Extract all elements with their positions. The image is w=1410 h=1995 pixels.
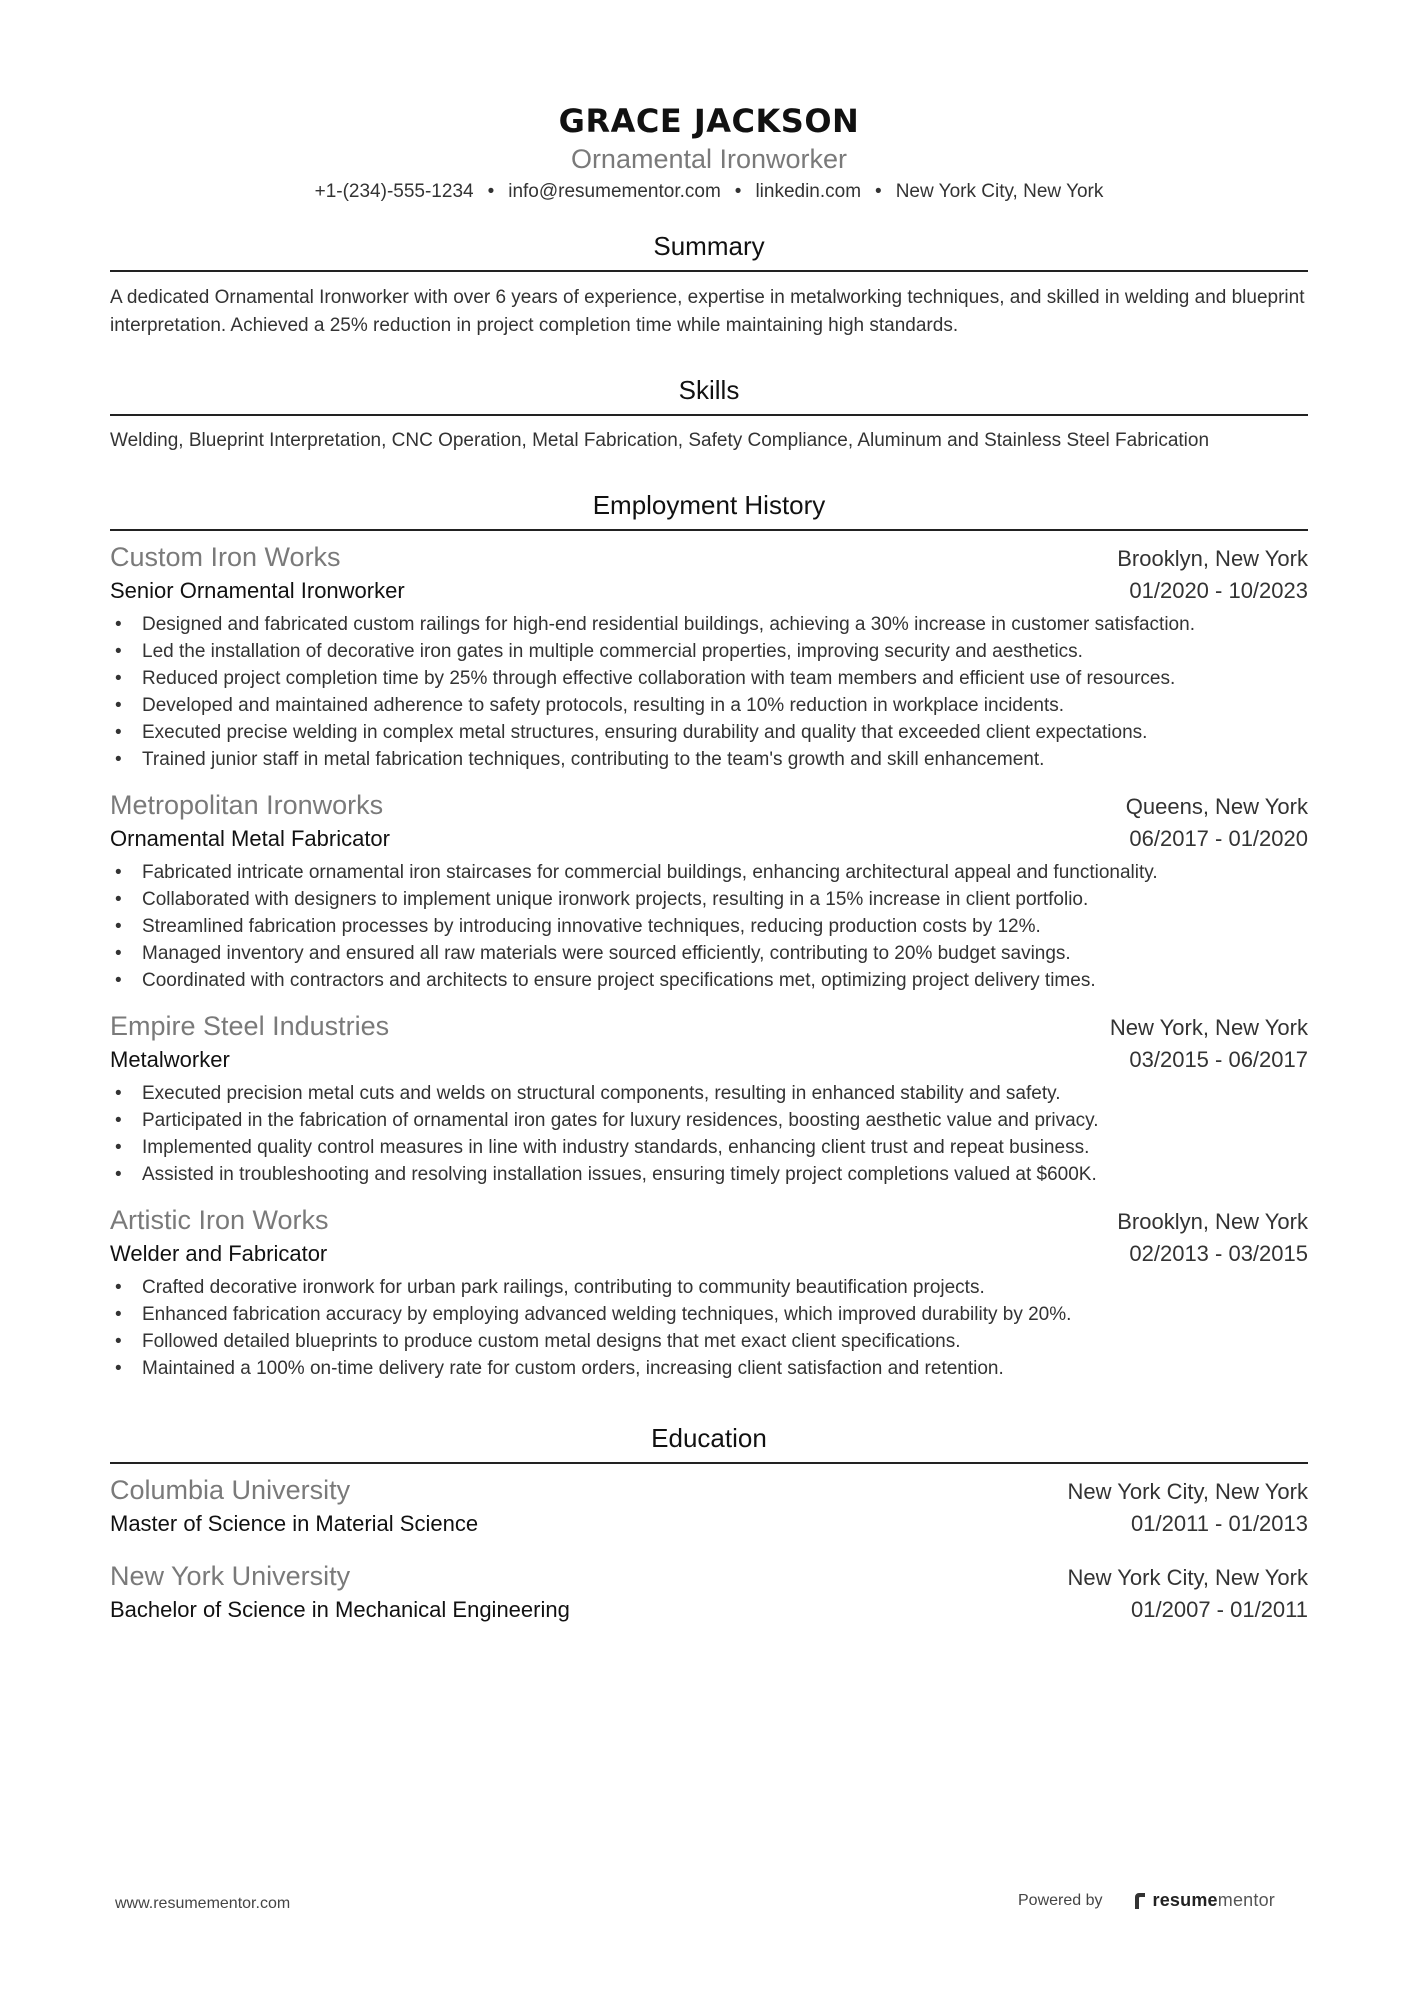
education-entry (110, 1472, 1308, 1540)
list-item: • Collaborated with designers to implement unique ironwork projects, resulting in a 15% increase in client portfolio. (110, 886, 1308, 913)
job-location: Brooklyn, New York (1117, 546, 1308, 571)
job-bullets (110, 859, 1308, 994)
section-divider (110, 1462, 1308, 1464)
education-school: New York University (110, 1561, 351, 1591)
education-entry (110, 1558, 1308, 1626)
section-title-summary: Summary (653, 231, 765, 261)
job-location: Queens, New York (1125, 794, 1308, 819)
job-company: Custom Iron Works (110, 542, 341, 572)
education-dates: 01/2011 - 01/2013 (1131, 1511, 1308, 1536)
contact-phone: +1-(234)-555-1234 (314, 181, 474, 202)
separator-dot-icon: • (734, 181, 742, 202)
brand-name (1153, 1890, 1275, 1911)
job-bullets (110, 1080, 1308, 1188)
job-company: Metropolitan Ironworks (110, 790, 384, 820)
contact-line (110, 178, 1308, 206)
resumementor-logo-icon (1133, 1892, 1147, 1910)
job-bullets (110, 1274, 1308, 1382)
list-item: • Trained junior staff in metal fabrication techniques, contributing to the team's growth and skill enhancement. (110, 746, 1308, 773)
list-item: • Crafted decorative ironwork for urban park railings, contributing to community beautification projects. (110, 1274, 1308, 1301)
job-company: Empire Steel Industries (110, 1011, 390, 1041)
contact-email[interactable]: info@resumementor.com (508, 181, 721, 202)
education-degree: Master of Science in Material Science (110, 1511, 479, 1536)
separator-dot-icon: • (875, 181, 882, 202)
list-item: • Assisted in troubleshooting and resolving installation issues, ensuring timely project completions valued at $600K. (110, 1161, 1308, 1188)
list-item: • Reduced project completion time by 25% through effective collaboration with team members and efficient use of resources. (110, 665, 1308, 692)
skills-text: Welding, Blueprint Interpretation, CNC Operation, Metal Fabrication, Safety Compliance, Aluminum and Stainless Steel Fabrication (110, 430, 1210, 451)
education-section (110, 1420, 1308, 1626)
job-location: New York, New York (1109, 1015, 1308, 1040)
contact-linkedin[interactable]: linkedin.com (755, 181, 862, 202)
summary-text: A dedicated Ornamental Ironworker with over 6 years of experience, expertise in metalworking techniques, and skilled in welding and blueprint interpretation. Achieved a 25% reduction in project completion time while maintaining high standards. (110, 287, 1305, 336)
job-title: Metalworker (110, 1047, 230, 1072)
list-item: • Enhanced fabrication accuracy by employing advanced welding techniques, which improved durability by 20%. (110, 1301, 1308, 1328)
job-dates: 02/2013 - 03/2015 (1129, 1241, 1308, 1266)
job-title: Ornamental Metal Fabricator (110, 826, 390, 851)
list-item: • Designed and fabricated custom railings for high-end residential buildings, achieving a 30% increase in customer satisfaction. (110, 611, 1308, 638)
job-title: Welder and Fabricator (110, 1241, 328, 1266)
section-divider (110, 414, 1308, 416)
list-item: • Fabricated intricate ornamental iron staircases for commercial buildings, enhancing architectural appeal and functionality. (110, 859, 1308, 886)
job-bullets (110, 611, 1308, 773)
candidate-name: GRACE JACKSON (558, 102, 860, 140)
section-divider (110, 270, 1308, 272)
job-location: Brooklyn, New York (1117, 1209, 1308, 1234)
resume-header (110, 0, 1308, 206)
separator-dot-icon: • (487, 181, 495, 202)
job-dates: 06/2017 - 01/2020 (1129, 826, 1308, 851)
education-dates: 01/2007 - 01/2011 (1131, 1597, 1308, 1622)
list-item: • Coordinated with contractors and architects to ensure project specifications met, optimizing project delivery times. (110, 967, 1308, 994)
candidate-role: Ornamental Ironworker (570, 144, 848, 174)
education-location: New York City, New York (1067, 1565, 1308, 1590)
employment-section (110, 487, 1308, 1382)
job-entry (110, 1008, 1308, 1188)
job-title: Senior Ornamental Ironworker (110, 578, 405, 603)
contact-location: New York City, New York (895, 181, 1104, 202)
powered-by-label: Powered by (1018, 1891, 1103, 1909)
list-item: • Streamlined fabrication processes by introducing innovative techniques, reducing production costs by 12%. (110, 913, 1308, 940)
resume-page (110, 0, 1308, 1626)
list-item: • Implemented quality control measures in line with industry standards, enhancing client trust and repeat business. (110, 1134, 1308, 1161)
list-item: • Executed precise welding in complex metal structures, ensuring durability and quality that exceeded client expectations. (110, 719, 1308, 746)
education-school: Columbia University (110, 1475, 351, 1505)
job-dates: 01/2020 - 10/2023 (1129, 578, 1308, 603)
list-item: • Followed detailed blueprints to produce custom metal designs that met exact client specifications. (110, 1328, 1308, 1355)
section-divider (110, 529, 1308, 531)
education-degree: Bachelor of Science in Mechanical Engineering (110, 1597, 570, 1622)
list-item: • Developed and maintained adherence to safety protocols, resulting in a 10% reduction in workplace incidents. (110, 692, 1308, 719)
education-location: New York City, New York (1067, 1479, 1308, 1504)
brand-name-bold: resume (1152, 1890, 1218, 1910)
list-item: • Managed inventory and ensured all raw materials were sourced efficiently, contributing to 20% budget savings. (110, 940, 1308, 967)
section-title-employment: Employment History (592, 490, 826, 520)
job-entry (110, 1202, 1308, 1382)
footer-website[interactable]: www.resumementor.com (115, 1895, 291, 1912)
section-title-education: Education (651, 1423, 767, 1453)
summary-section (110, 228, 1308, 340)
job-entry (110, 539, 1308, 773)
footer-branding (1018, 1890, 1275, 1911)
job-company: Artistic Iron Works (110, 1205, 329, 1235)
list-item: • Executed precision metal cuts and welds on structural components, resulting in enhanced stability and safety. (110, 1080, 1308, 1107)
section-title-skills: Skills (678, 375, 740, 405)
list-item: • Participated in the fabrication of ornamental iron gates for luxury residences, boosting aesthetic value and privacy. (110, 1107, 1308, 1134)
brand-name-light: mentor (1217, 1890, 1275, 1910)
skills-section (110, 372, 1308, 453)
job-entry (110, 787, 1308, 994)
list-item: • Led the installation of decorative iron gates in multiple commercial properties, improving security and aesthetics. (110, 638, 1308, 665)
list-item: • Maintained a 100% on-time delivery rate for custom orders, increasing client satisfaction and retention. (110, 1355, 1308, 1382)
job-dates: 03/2015 - 06/2017 (1129, 1047, 1308, 1072)
